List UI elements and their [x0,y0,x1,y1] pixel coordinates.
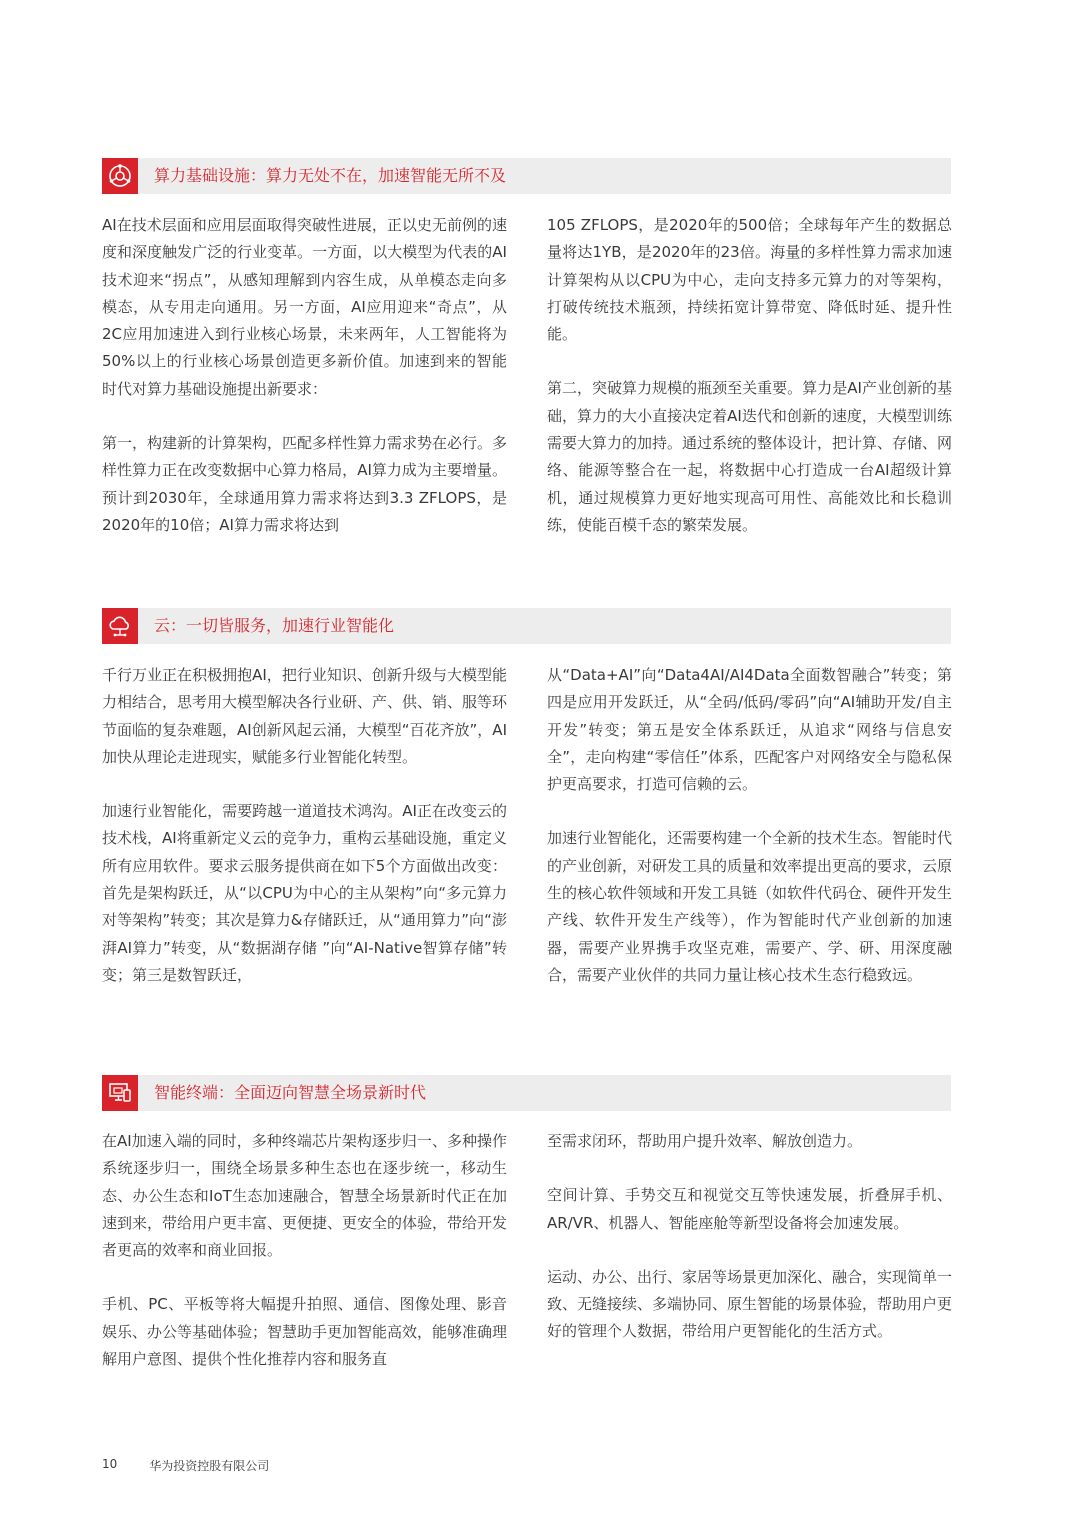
paragraph: 空间计算、手势交互和视觉交互等快速发展，折叠屏手机、AR/VR、机器人、智能座舱等新型设备将会加速发展。 [547,1186,952,1232]
section-header-cloud [102,608,951,644]
smart-terminal-icon [102,1075,138,1111]
page-footer [102,1457,269,1474]
section-header-terminal [102,1075,951,1111]
paragraph: 从“Data+AI”向“Data4AI/AI4Data全面数智融合”转变；第四是应用开发跃迁，从“全码/低码/零码”向“AI辅助开发/自主开发”转变；第五是安全体系跃迁，从追求“网络与信息安全”，走向构建“零信任”体系，匹配客户对网络安全与隐私保护更高要求，打造可信赖的云。 [547,666,952,794]
section-3-left-column [102,1128,507,1373]
section-3-right-column [547,1128,952,1346]
paragraph: 在AI加速入端的同时，多种终端芯片架构逐步归一、多种操作系统逐步归一，围绕全场景多种生态也在逐步统一，移动生态、办公生态和IoT生态加速融合，智慧全场景新时代正在加速到来，带给用户更丰富、更便捷、更安全的体验，带给开发者更高的效率和商业回报。 [102,1132,508,1260]
paragraph: 加速行业智能化，还需要构建一个全新的技术生态。智能时代的产业创新，对研发工具的质量和效率提出更高的要求，云原生的核心软件领域和开发工具链（如软件代码仓、硬件开发生产线、软件开发生产线等），作为智能时代产业创新的加速器，需要产业界携手攻坚克难，需要产、学、研、用深度融合，需要产业伙伴的共同力量让核心技术生态行稳致远。 [547,829,953,984]
cloud-icon [102,608,138,644]
section-1-right-column [547,212,952,539]
section-title: 云：一切皆服务，加速行业智能化 [154,616,395,635]
section-title: 智能终端：全面迈向智慧全场景新时代 [154,1083,427,1102]
paragraph: 千行万业正在积极拥抱AI，把行业知识、创新升级与大模型能力相结合，思考用大模型解决各行业研、产、供、销、服等环节面临的复杂难题，AI创新风起云涌，大模型“百花齐放”，AI加快从理论走进现实，赋能多行业智能化转型。 [102,666,508,766]
paragraph: 加速行业智能化，需要跨越一道道技术鸿沟。AI正在改变云的技术栈，AI将重新定义云的竞争力，重构云基础设施，重定义所有应用软件。要求云服务提供商在如下5个方面做出改变：首先是架构跃迁，从“以CPU为中心的主从架构”向“多元算力对等架构”转变；其次是算力&存储跃迁，从“通用算力”向“澎湃AI算力”转变，从“数据湖存储 ”向“AI-Native智算存储”转变；第三是数智跃迁， [102,802,507,984]
compute-infrastructure-icon [102,158,138,194]
company-name: 华为投资控股有限公司 [149,1459,270,1473]
section-2-left-column [102,662,507,989]
section-header-compute [102,158,951,194]
paragraph: 运动、办公、出行、家居等场景更加深化、融合，实现简单一致、无缝接续、多端协同、原生智能的场景体验，帮助用户更好的管理个人数据，带给用户更智能化的生活方式。 [547,1267,953,1341]
section-title: 算力基础设施：算力无处不在，加速智能无所不及 [154,166,507,185]
paragraph: 至需求闭环，帮助用户提升效率、解放创造力。 [547,1132,863,1150]
paragraph: 手机、PC、平板等将大幅提升拍照、通信、图像处理、影音娱乐、办公等基础体验；智慧助手更加智能高效，能够准确理解用户意图、提供个性化推荐内容和服务直 [102,1295,508,1369]
section-1-left-column [102,212,507,539]
paragraph: AI在技术层面和应用层面取得突破性进展，正以史无前例的速度和深度触发广泛的行业变革。一方面，以大模型为代表的AI技术迎来“拐点”，从感知理解到内容生成，从单模态走向多模态，从专用走向通用。另一方面，AI应用迎来“奇点”，从2C应用加速进入到行业核心场景，未来两年，人工智能将为50%以上的行业核心场景创造更多新价值。加速到来的智能时代对算力基础设施提出新要求： [102,216,507,398]
paragraph: 第一，构建新的计算架构，匹配多样性算力需求势在必行。多样性算力正在改变数据中心算力格局，AI算力成为主要增量。预计到2030年，全球通用算力需求将达到3.3 ZFLOPS，是2020年的10倍；AI算力需求将达到 [102,434,508,534]
section-2-right-column [547,662,952,989]
paragraph: 第二，突破算力规模的瓶颈至关重要。算力是AI产业创新的基础，算力的大小直接决定着AI迭代和创新的速度，大模型训练需要大算力的加持。通过系统的整体设计，把计算、存储、网络、能源等整合在一起，将数据中心打造成一台AI超级计算机，通过规模算力更好地实现高可用性、高能效比和长稳训练，使能百模千态的繁荣发展。 [547,379,953,534]
paragraph: 105 ZFLOPS，是2020年的500倍；全球每年产生的数据总量将达1YB，是2020年的23倍。海量的多样性算力需求加速计算架构从以CPU为中心，走向支持多元算力的对等架构，打破传统技术瓶颈，持续拓宽计算带宽、降低时延、提升性能。 [547,216,952,344]
page-number: 10 [102,1457,118,1471]
